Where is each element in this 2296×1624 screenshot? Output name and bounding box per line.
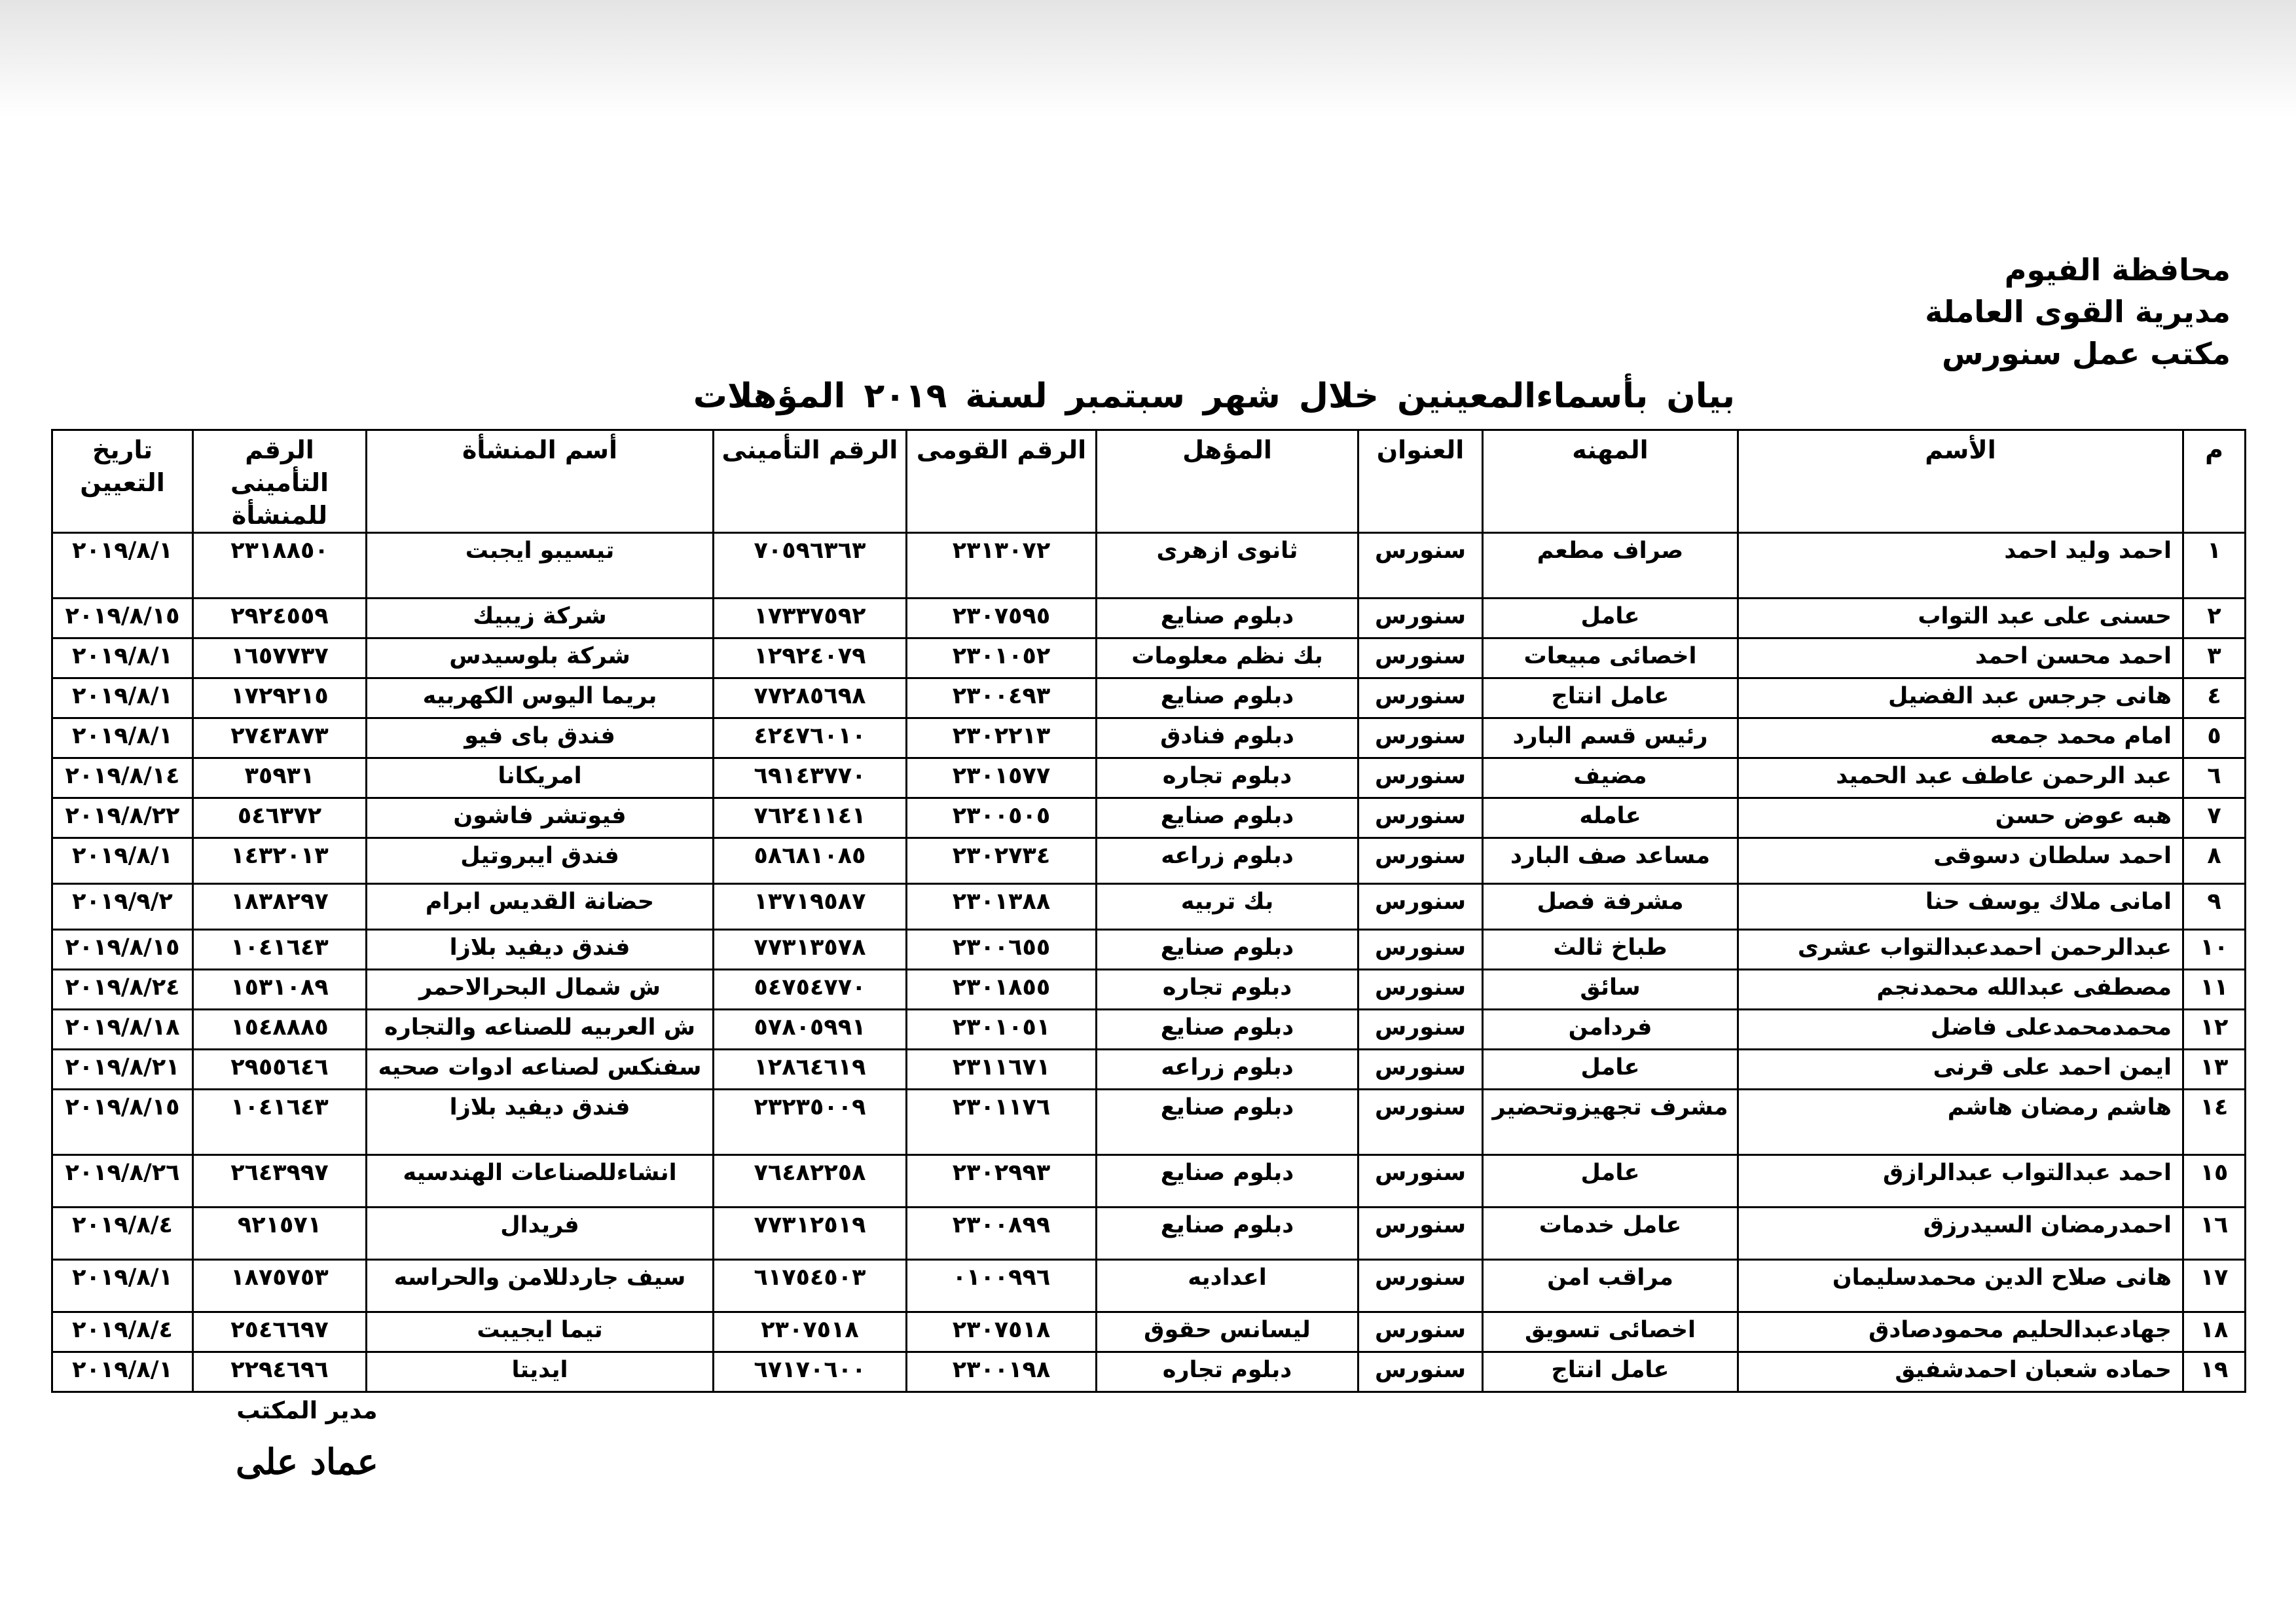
establishment-name-cell: سفنكس لصناعه ادوات صحيه — [367, 1050, 714, 1090]
insurance-number-cell: ٦٧١٧٠٦٠٠ — [714, 1352, 907, 1392]
table-row — [52, 1208, 2246, 1260]
table-header-row — [52, 430, 2246, 533]
establishment-insurance-number-cell: ١٨٧٥٧٥٣ — [193, 1260, 367, 1312]
qualification-cell: دبلوم صنايع — [1097, 930, 1358, 970]
table-row — [52, 884, 2246, 930]
national-id-cell: ٢٣٠١٠٥١ — [907, 1010, 1097, 1050]
establishment-name-cell: امريكانا — [367, 758, 714, 798]
profession-cell: مشرفة فصل — [1483, 884, 1738, 930]
table-row — [52, 1090, 2246, 1155]
establishment-insurance-number-cell: ٢٢٩٤٦٩٦ — [193, 1352, 367, 1392]
national-id-cell: ٢٣٠٢٢١٣ — [907, 718, 1097, 758]
table-row — [52, 930, 2246, 970]
profession-cell: صراف مطعم — [1483, 533, 1738, 599]
national-id-cell: ٢٣٠١٥٧٧ — [907, 758, 1097, 798]
signature-title: مدير المكتب — [236, 1397, 378, 1424]
appointment-date-cell: ٢٠١٩/٨/٤ — [52, 1312, 193, 1352]
establishment-name-cell: ش العربيه للصناعه والتجاره — [367, 1010, 714, 1050]
appointment-date-cell: ٢٠١٩/٨/١ — [52, 678, 193, 718]
appointment-date-cell: ٢٠١٩/٨/٢١ — [52, 1050, 193, 1090]
document-title: بيان بأسماءالمعينين خلال شهر سبتمبر لسنة ٢٠١٩ المؤهلات — [693, 377, 1735, 416]
appointment-date-cell: ٢٠١٩/٨/١ — [52, 638, 193, 678]
establishment-insurance-number-cell: ١٨٣٨٢٩٧ — [193, 884, 367, 930]
national-id-cell: ٢٣٠٠٤٩٣ — [907, 678, 1097, 718]
insurance-number-cell: ٧٦٤٨٢٢٥٨ — [714, 1155, 907, 1208]
row-number-cell: ١٢ — [2183, 1010, 2246, 1050]
table-row — [52, 758, 2246, 798]
address-cell: سنورس — [1358, 930, 1483, 970]
table-row — [52, 970, 2246, 1010]
establishment-insurance-number-cell: ١٠٤١٦٤٣ — [193, 930, 367, 970]
profession-cell: عامل — [1483, 599, 1738, 638]
establishment-name-cell: فندق باى فيو — [367, 718, 714, 758]
profession-cell: مراقب امن — [1483, 1260, 1738, 1312]
establishment-insurance-number-cell: ٢٧٤٣٨٧٣ — [193, 718, 367, 758]
column-header: أسم المنشأة — [367, 430, 714, 533]
row-number-cell: ١٨ — [2183, 1312, 2246, 1352]
address-cell: سنورس — [1358, 1090, 1483, 1155]
row-number-cell: ٩ — [2183, 884, 2246, 930]
employee-name-cell: محمدمحمدعلى فاضل — [1738, 1010, 2183, 1050]
national-id-cell: ٢٣٠٠٦٥٥ — [907, 930, 1097, 970]
table-body — [52, 533, 2246, 1392]
insurance-number-cell: ٧٧٣١٣٥٧٨ — [714, 930, 907, 970]
insurance-number-cell: ١٣٧١٩٥٨٧ — [714, 884, 907, 930]
establishment-insurance-number-cell: ٢٩٥٥٦٤٦ — [193, 1050, 367, 1090]
employee-name-cell: احمد عبدالتواب عبدالرازق — [1738, 1155, 2183, 1208]
appointment-date-cell: ٢٠١٩/٨/٢٦ — [52, 1155, 193, 1208]
employee-name-cell: احمدرمضان السيدرزق — [1738, 1208, 2183, 1260]
qualification-cell: دبلوم زراعه — [1097, 1050, 1358, 1090]
qualification-cell: دبلوم تجاره — [1097, 1352, 1358, 1392]
column-header: الرقم التأمينى للمنشأة — [193, 430, 367, 533]
establishment-insurance-number-cell: ١٤٣٢٠١٣ — [193, 838, 367, 884]
establishment-insurance-number-cell: ١٥٤٨٨٨٥ — [193, 1010, 367, 1050]
employee-name-cell: جهادعبدالحليم محمودصادق — [1738, 1312, 2183, 1352]
insurance-number-cell: ٦٩١٤٣٧٧٠ — [714, 758, 907, 798]
table-row — [52, 838, 2246, 884]
employee-name-cell: امانى ملاك يوسف حنا — [1738, 884, 2183, 930]
national-id-cell: ٠١٠٠٩٩٦ — [907, 1260, 1097, 1312]
qualification-cell: دبلوم فنادق — [1097, 718, 1358, 758]
address-cell: سنورس — [1358, 1260, 1483, 1312]
insurance-number-cell: ٢٣٠٧٥١٨ — [714, 1312, 907, 1352]
establishment-name-cell: فندق ديفيد بلازا — [367, 1090, 714, 1155]
establishment-name-cell: سيف جاردللامن والحراسه — [367, 1260, 714, 1312]
address-cell: سنورس — [1358, 970, 1483, 1010]
row-number-cell: ١٤ — [2183, 1090, 2246, 1155]
table-row — [52, 1312, 2246, 1352]
table-row — [52, 678, 2246, 718]
establishment-insurance-number-cell: ١٠٤١٦٤٣ — [193, 1090, 367, 1155]
row-number-cell: ١٥ — [2183, 1155, 2246, 1208]
qualification-cell: اعداديه — [1097, 1260, 1358, 1312]
profession-cell: سائق — [1483, 970, 1738, 1010]
column-header: م — [2183, 430, 2246, 533]
row-number-cell: ١٠ — [2183, 930, 2246, 970]
insurance-number-cell: ٧٧٣١٢٥١٩ — [714, 1208, 907, 1260]
establishment-insurance-number-cell: ١٧٢٩٢١٥ — [193, 678, 367, 718]
insurance-number-cell: ٥٧٨٠٥٩٩١ — [714, 1010, 907, 1050]
establishment-name-cell: شركة زيبيك — [367, 599, 714, 638]
employee-name-cell: احمد سلطان دسوقى — [1738, 838, 2183, 884]
appointment-date-cell: ٢٠١٩/٨/١٥ — [52, 930, 193, 970]
address-cell: سنورس — [1358, 838, 1483, 884]
insurance-number-cell: ٦١٧٥٤٥٠٣ — [714, 1260, 907, 1312]
establishment-name-cell: شركة بلوسيدس — [367, 638, 714, 678]
employee-name-cell: احمد محسن احمد — [1738, 638, 2183, 678]
column-header: الأسم — [1738, 430, 2183, 533]
qualification-cell: دبلوم صنايع — [1097, 798, 1358, 838]
address-cell: سنورس — [1358, 798, 1483, 838]
employee-name-cell: هانى صلاح الدين محمدسليمان — [1738, 1260, 2183, 1312]
national-id-cell: ٢٣٠٠١٩٨ — [907, 1352, 1097, 1392]
establishment-insurance-number-cell: ٢٦٤٣٩٩٧ — [193, 1155, 367, 1208]
establishment-insurance-number-cell: ٩٢١٥٧١ — [193, 1208, 367, 1260]
employees-table-container — [51, 429, 2244, 1393]
row-number-cell: ٣ — [2183, 638, 2246, 678]
row-number-cell: ١٧ — [2183, 1260, 2246, 1312]
appointment-date-cell: ٢٠١٩/٨/١ — [52, 718, 193, 758]
qualification-cell: دبلوم تجاره — [1097, 970, 1358, 1010]
qualification-cell: ليسانس حقوق — [1097, 1312, 1358, 1352]
table-row — [52, 1050, 2246, 1090]
national-id-cell: ٢٣٠٠٨٩٩ — [907, 1208, 1097, 1260]
employee-name-cell: عبدالرحمن احمدعبدالتواب عشرى — [1738, 930, 2183, 970]
table-row — [52, 1352, 2246, 1392]
address-cell: سنورس — [1358, 1010, 1483, 1050]
profession-cell: عامل — [1483, 1155, 1738, 1208]
qualification-cell: دبلوم تجاره — [1097, 758, 1358, 798]
qualification-cell: دبلوم صنايع — [1097, 678, 1358, 718]
row-number-cell: ٨ — [2183, 838, 2246, 884]
insurance-number-cell: ١٧٣٣٧٥٩٢ — [714, 599, 907, 638]
row-number-cell: ١٦ — [2183, 1208, 2246, 1260]
establishment-name-cell: فندق ديفيد بلازا — [367, 930, 714, 970]
address-cell: سنورس — [1358, 884, 1483, 930]
employee-name-cell: عبد الرحمن عاطف عبد الحميد — [1738, 758, 2183, 798]
appointment-date-cell: ٢٠١٩/٨/١٤ — [52, 758, 193, 798]
address-cell: سنورس — [1358, 599, 1483, 638]
establishment-name-cell: انشاءللصناعات الهندسيه — [367, 1155, 714, 1208]
appointment-date-cell: ٢٠١٩/٨/٢٢ — [52, 798, 193, 838]
profession-cell: عامل — [1483, 1050, 1738, 1090]
appointment-date-cell: ٢٠١٩/٩/٢ — [52, 884, 193, 930]
appointment-date-cell: ٢٠١٩/٨/١ — [52, 1352, 193, 1392]
signature-block — [236, 1395, 378, 1483]
establishment-name-cell: ش شمال البحرالاحمر — [367, 970, 714, 1010]
table-row — [52, 718, 2246, 758]
national-id-cell: ٢٣١١٦٧١ — [907, 1050, 1097, 1090]
row-number-cell: ١ — [2183, 533, 2246, 599]
insurance-number-cell: ١٢٩٢٤٠٧٩ — [714, 638, 907, 678]
table-row — [52, 599, 2246, 638]
establishment-insurance-number-cell: ٥٤٦٣٧٢ — [193, 798, 367, 838]
establishment-name-cell: تيسيبو ايجبت — [367, 533, 714, 599]
address-cell: سنورس — [1358, 533, 1483, 599]
employee-name-cell: هبه عوض حسن — [1738, 798, 2183, 838]
qualification-cell: بك تربيه — [1097, 884, 1358, 930]
profession-cell: اخصائى مبيعات — [1483, 638, 1738, 678]
row-number-cell: ٤ — [2183, 678, 2246, 718]
qualification-cell: دبلوم صنايع — [1097, 1208, 1358, 1260]
table-row — [52, 1260, 2246, 1312]
table-row — [52, 1010, 2246, 1050]
address-cell: سنورس — [1358, 718, 1483, 758]
profession-cell: مشرف تجهيزوتحضير — [1483, 1090, 1738, 1155]
table-row — [52, 638, 2246, 678]
insurance-number-cell: ٧٧٢٨٥٦٩٨ — [714, 678, 907, 718]
column-header: المهنه — [1483, 430, 1738, 533]
qualification-cell: دبلوم صنايع — [1097, 1090, 1358, 1155]
profession-cell: رئيس قسم البارد — [1483, 718, 1738, 758]
insurance-number-cell: ٤٢٤٧٦٠١٠ — [714, 718, 907, 758]
establishment-name-cell: فريدال — [367, 1208, 714, 1260]
profession-cell: مساعد صف البارد — [1483, 838, 1738, 884]
address-cell: سنورس — [1358, 1352, 1483, 1392]
profession-cell: عامل خدمات — [1483, 1208, 1738, 1260]
row-number-cell: ٧ — [2183, 798, 2246, 838]
insurance-number-cell: ٥٨٦٨١٠٨٥ — [714, 838, 907, 884]
appointment-date-cell: ٢٠١٩/٨/٤ — [52, 1208, 193, 1260]
establishment-name-cell: فيوتشر فاشون — [367, 798, 714, 838]
employee-name-cell: ايمن احمد على قرنى — [1738, 1050, 2183, 1090]
table-row — [52, 798, 2246, 838]
appointment-date-cell: ٢٠١٩/٨/١ — [52, 838, 193, 884]
national-id-cell: ٢٣٠٧٥٩٥ — [907, 599, 1097, 638]
appointment-date-cell: ٢٠١٩/٨/١ — [52, 1260, 193, 1312]
scan-edge-shading — [0, 0, 2296, 118]
table-row — [52, 1155, 2246, 1208]
column-header: الرقم التأمينى — [714, 430, 907, 533]
national-id-cell: ٢٣٠٢٧٣٤ — [907, 838, 1097, 884]
address-cell: سنورس — [1358, 1208, 1483, 1260]
appointment-date-cell: ٢٠١٩/٨/١٨ — [52, 1010, 193, 1050]
column-header: العنوان — [1358, 430, 1483, 533]
office-line: مكتب عمل سنورس — [1942, 336, 2231, 371]
profession-cell: اخصائى تسويق — [1483, 1312, 1738, 1352]
employee-name-cell: هانى جرجس عبد الفضيل — [1738, 678, 2183, 718]
qualification-cell: دبلوم صنايع — [1097, 1155, 1358, 1208]
establishment-name-cell: ايديتا — [367, 1352, 714, 1392]
appointment-date-cell: ٢٠١٩/٨/٢٤ — [52, 970, 193, 1010]
national-id-cell: ٢٣٠٠٥٠٥ — [907, 798, 1097, 838]
employees-table — [51, 429, 2246, 1393]
address-cell: سنورس — [1358, 638, 1483, 678]
row-number-cell: ٥ — [2183, 718, 2246, 758]
qualification-cell: ثانوى ازهرى — [1097, 533, 1358, 599]
establishment-insurance-number-cell: ٢٩٢٤٥٥٩ — [193, 599, 367, 638]
employee-name-cell: هاشم رمضان هاشم — [1738, 1090, 2183, 1155]
profession-cell: عامل انتاج — [1483, 678, 1738, 718]
employee-name-cell: حسنى على عبد التواب — [1738, 599, 2183, 638]
establishment-name-cell: حضانة القديس ابرام — [367, 884, 714, 930]
establishment-name-cell: فندق ايبروتيل — [367, 838, 714, 884]
column-header: تاريخ التعيين — [52, 430, 193, 533]
establishment-insurance-number-cell: ١٦٥٧٧٣٧ — [193, 638, 367, 678]
row-number-cell: ١١ — [2183, 970, 2246, 1010]
establishment-name-cell: تيما ايجيبت — [367, 1312, 714, 1352]
address-cell: سنورس — [1358, 1312, 1483, 1352]
national-id-cell: ٢٣١٣٠٧٢ — [907, 533, 1097, 599]
qualification-cell: دبلوم زراعه — [1097, 838, 1358, 884]
address-cell: سنورس — [1358, 758, 1483, 798]
employee-name-cell: مصطفى عبدالله محمدنجم — [1738, 970, 2183, 1010]
table-row — [52, 533, 2246, 599]
employee-name-cell: حماده شعبان احمدشفيق — [1738, 1352, 2183, 1392]
signature-name: عماد على — [236, 1441, 378, 1483]
employee-name-cell: امام محمد جمعه — [1738, 718, 2183, 758]
address-cell: سنورس — [1358, 678, 1483, 718]
national-id-cell: ٢٣٠١٠٥٢ — [907, 638, 1097, 678]
establishment-insurance-number-cell: ٢٥٤٦٦٩٧ — [193, 1312, 367, 1352]
address-cell: سنورس — [1358, 1155, 1483, 1208]
insurance-number-cell: ٢٣٢٣٥٠٠٩ — [714, 1090, 907, 1155]
national-id-cell: ٢٣٠١٨٥٥ — [907, 970, 1097, 1010]
insurance-number-cell: ٧٦٢٤١١٤١ — [714, 798, 907, 838]
directorate-line: مديرية القوى العاملة — [1925, 294, 2231, 329]
insurance-number-cell: ١٢٨٦٤٦١٩ — [714, 1050, 907, 1090]
national-id-cell: ٢٣٠٢٩٩٣ — [907, 1155, 1097, 1208]
qualification-cell: دبلوم صنايع — [1097, 1010, 1358, 1050]
profession-cell: عامله — [1483, 798, 1738, 838]
row-number-cell: ١٩ — [2183, 1352, 2246, 1392]
establishment-insurance-number-cell: ٣٥٩٣١ — [193, 758, 367, 798]
employee-name-cell: احمد وليد احمد — [1738, 533, 2183, 599]
profession-cell: طباخ ثالث — [1483, 930, 1738, 970]
profession-cell: عامل انتاج — [1483, 1352, 1738, 1392]
insurance-number-cell: ٥٤٧٥٤٧٧٠ — [714, 970, 907, 1010]
national-id-cell: ٢٣٠٧٥١٨ — [907, 1312, 1097, 1352]
office-header — [1925, 249, 2231, 375]
column-header: الرقم القومى — [907, 430, 1097, 533]
profession-cell: مضيف — [1483, 758, 1738, 798]
column-header: المؤهل — [1097, 430, 1358, 533]
establishment-name-cell: بريما اليوس الكهربيه — [367, 678, 714, 718]
national-id-cell: ٢٣٠١٣٨٨ — [907, 884, 1097, 930]
row-number-cell: ١٣ — [2183, 1050, 2246, 1090]
establishment-insurance-number-cell: ٢٣١٨٨٥٠ — [193, 533, 367, 599]
qualification-cell: دبلوم صنايع — [1097, 599, 1358, 638]
national-id-cell: ٢٣٠١١٧٦ — [907, 1090, 1097, 1155]
insurance-number-cell: ٧٠٥٩٦٣٦٣ — [714, 533, 907, 599]
profession-cell: فردامن — [1483, 1010, 1738, 1050]
establishment-insurance-number-cell: ١٥٣١٠٨٩ — [193, 970, 367, 1010]
appointment-date-cell: ٢٠١٩/٨/١٥ — [52, 599, 193, 638]
qualification-cell: بك نظم معلومات — [1097, 638, 1358, 678]
governorate-line: محافظة الفيوم — [2004, 252, 2231, 287]
appointment-date-cell: ٢٠١٩/٨/١٥ — [52, 1090, 193, 1155]
address-cell: سنورس — [1358, 1050, 1483, 1090]
appointment-date-cell: ٢٠١٩/٨/١ — [52, 533, 193, 599]
row-number-cell: ٦ — [2183, 758, 2246, 798]
row-number-cell: ٢ — [2183, 599, 2246, 638]
